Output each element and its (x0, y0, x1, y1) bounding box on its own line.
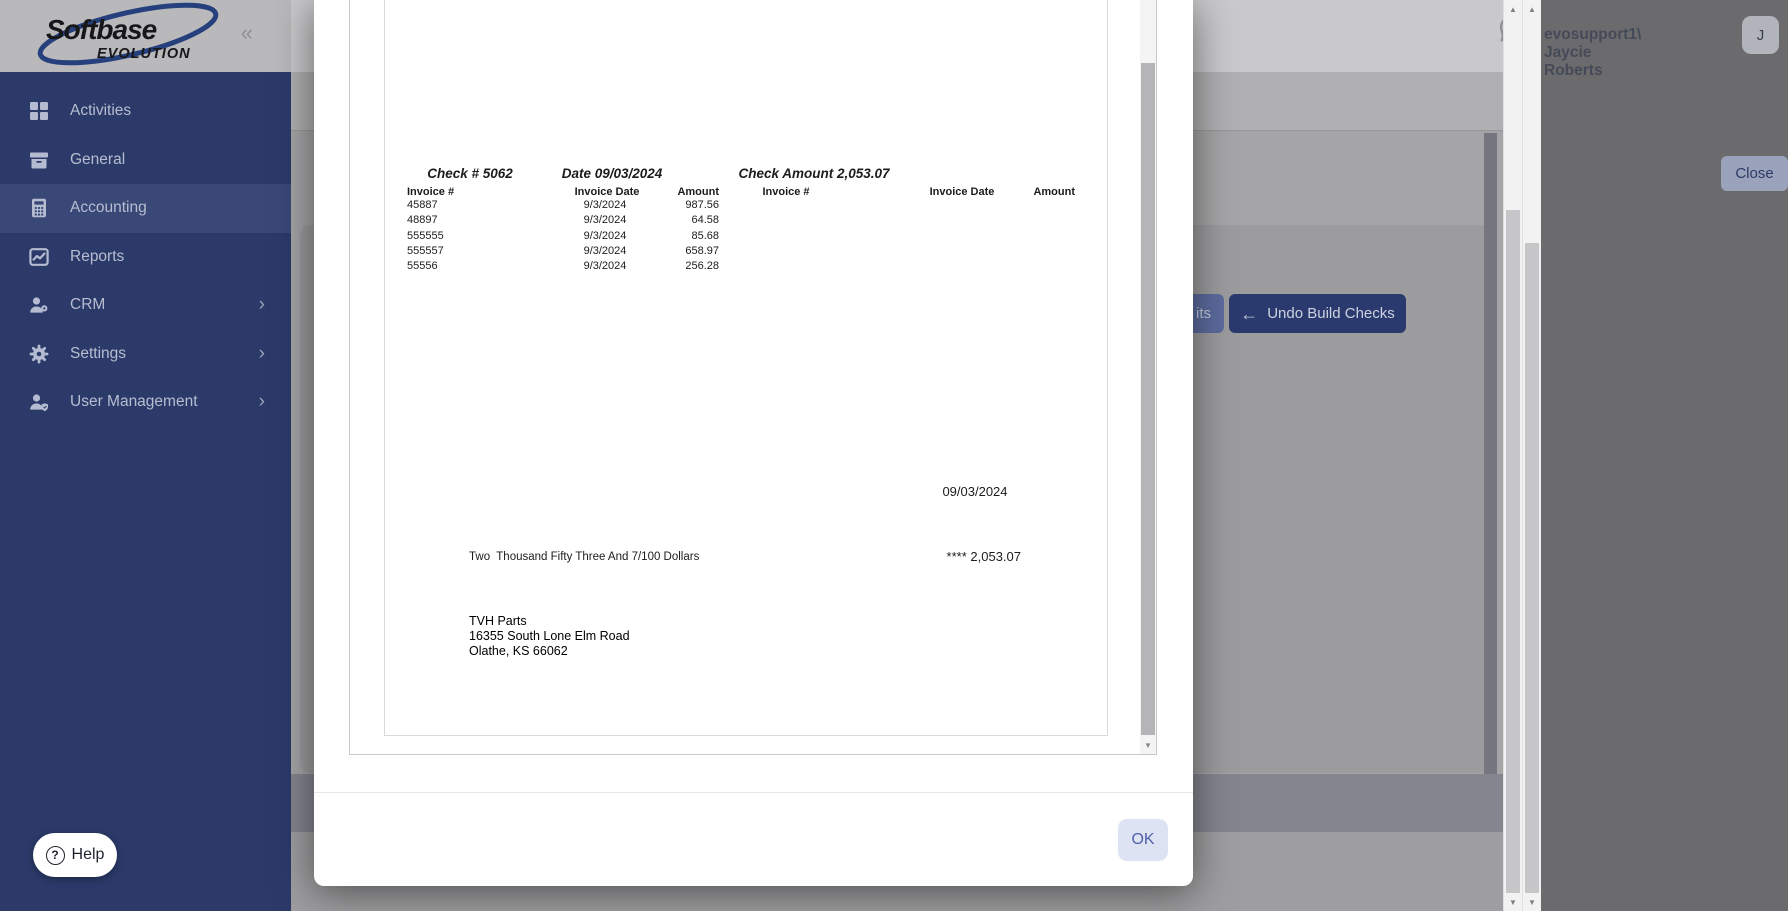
chevron-right-icon: › (258, 391, 265, 413)
sidebar-item-label: CRM (70, 296, 106, 314)
column-header-amount-2: Amount (1033, 186, 1075, 198)
scroll-up-arrow-icon[interactable]: ▲ (1509, 4, 1517, 14)
sidebar-item-accounting[interactable] (0, 184, 291, 233)
invoice-amount: 64.58 (691, 214, 719, 226)
column-header-invoice: Invoice # (407, 186, 455, 198)
background-scrollbar[interactable] (1484, 133, 1497, 774)
invoice-number: 555555 (407, 230, 444, 242)
invoice-row (385, 260, 1109, 273)
scrollbar-thumb[interactable] (1525, 243, 1539, 893)
check-preview-dialog (314, 0, 1193, 886)
preview-scrollbar[interactable] (1140, 0, 1156, 754)
column-header-invoice-2: Invoice # (762, 186, 810, 198)
invoice-date: 9/3/2024 (583, 199, 627, 211)
avatar[interactable]: J (1742, 16, 1779, 54)
check-amount-numeric: **** 2,053.07 (946, 549, 1021, 564)
invoice-row (385, 214, 1109, 227)
preview-scrollbar-thumb[interactable] (1141, 63, 1155, 735)
check-number: Check # 5062 (427, 166, 513, 181)
column-header-invoice-date-2: Invoice Date (929, 186, 995, 198)
brand-subtitle: EVOLUTION (97, 46, 191, 62)
invoice-row (385, 245, 1109, 258)
sidebar-item-label: Activities (70, 102, 132, 120)
scroll-down-arrow-icon[interactable]: ▼ (1144, 740, 1152, 750)
archive-box-icon (29, 150, 49, 170)
check-amount-words: Two Thousand Fifty Three And 7/100 Dollars (469, 551, 700, 563)
chevron-right-icon: › (258, 342, 265, 364)
undo-build-checks-label: Undo Build Checks (1267, 305, 1395, 322)
payee-address-line2: Olathe, KS 66062 (469, 644, 568, 659)
calculator-icon (29, 198, 49, 218)
close-button[interactable]: Close (1721, 156, 1788, 191)
invoice-number: 555557 (407, 245, 444, 257)
sidebar-item-settings[interactable] (0, 330, 291, 379)
sidebar-item-label: User Management (70, 393, 198, 411)
partially-hidden-button[interactable]: its (1158, 294, 1224, 333)
sidebar-item-activities[interactable] (0, 87, 291, 136)
inner-vertical-scrollbar[interactable] (1503, 0, 1522, 911)
sidebar (0, 0, 291, 911)
invoice-date: 9/3/2024 (583, 245, 627, 257)
logo-bar (0, 0, 291, 72)
report-preview-container (349, 0, 1157, 755)
ok-button[interactable]: OK (1118, 819, 1168, 861)
invoice-row (385, 199, 1109, 212)
brand-name: Softbase (46, 14, 157, 45)
chart-line-icon (29, 247, 49, 267)
help-label: Help (71, 846, 105, 863)
invoice-date: 9/3/2024 (583, 230, 627, 242)
dialog-footer (314, 792, 1193, 886)
invoice-number: 55556 (407, 260, 438, 272)
scroll-up-arrow-icon[interactable]: ▲ (1528, 4, 1536, 14)
payee-name: TVH Parts (469, 614, 527, 628)
invoice-amount: 256.28 (685, 260, 719, 272)
sidebar-item-general[interactable] (0, 136, 291, 185)
invoice-number: 48897 (407, 214, 438, 226)
sidebar-item-label: Reports (70, 247, 125, 265)
sidebar-item-reports[interactable] (0, 233, 291, 282)
chevron-right-icon: › (258, 294, 265, 316)
grid-icon (29, 101, 49, 121)
invoice-date: 9/3/2024 (583, 260, 627, 272)
scrollbar-thumb[interactable] (1506, 210, 1520, 893)
sidebar-item-label: Settings (70, 344, 127, 362)
undo-build-checks-button[interactable] (1229, 294, 1406, 333)
sidebar-collapse-icon[interactable]: « (240, 20, 253, 45)
question-mark-icon: ? (46, 846, 65, 865)
back-arrow-icon: ← (1240, 303, 1259, 324)
crm-contact-icon (29, 295, 49, 315)
help-button[interactable] (33, 833, 117, 877)
check-amount-title: Check Amount 2,053.07 (738, 166, 890, 181)
invoice-row (385, 230, 1109, 243)
sidebar-item-label: Accounting (70, 199, 147, 217)
check-date-field: 09/03/2024 (942, 484, 1008, 499)
check-document-page (384, 0, 1108, 736)
payee-address-block (469, 614, 630, 660)
user-name: evosupport1\ Jaycie Roberts (1544, 26, 1642, 79)
invoice-date: 9/3/2024 (583, 214, 627, 226)
column-header-amount: Amount (677, 186, 719, 198)
sidebar-item-user-management[interactable] (0, 378, 291, 427)
scroll-down-arrow-icon[interactable]: ▼ (1528, 897, 1536, 907)
sidebar-nav (0, 87, 291, 427)
sidebar-item-label: General (70, 150, 126, 168)
outer-vertical-scrollbar[interactable] (1522, 0, 1541, 911)
invoice-number: 45887 (407, 199, 438, 211)
gear-icon (29, 344, 49, 364)
invoice-amount: 987.56 (685, 199, 719, 211)
check-date-title: Date 09/03/2024 (561, 166, 663, 181)
scroll-down-arrow-icon[interactable]: ▼ (1509, 897, 1517, 907)
payee-address-line1: 16355 South Lone Elm Road (469, 629, 630, 644)
invoice-amount: 85.68 (691, 230, 719, 242)
sidebar-item-crm[interactable] (0, 281, 291, 330)
invoice-amount: 658.97 (685, 245, 719, 257)
column-header-invoice-date: Invoice Date (574, 186, 640, 198)
user-shield-icon (29, 392, 49, 412)
